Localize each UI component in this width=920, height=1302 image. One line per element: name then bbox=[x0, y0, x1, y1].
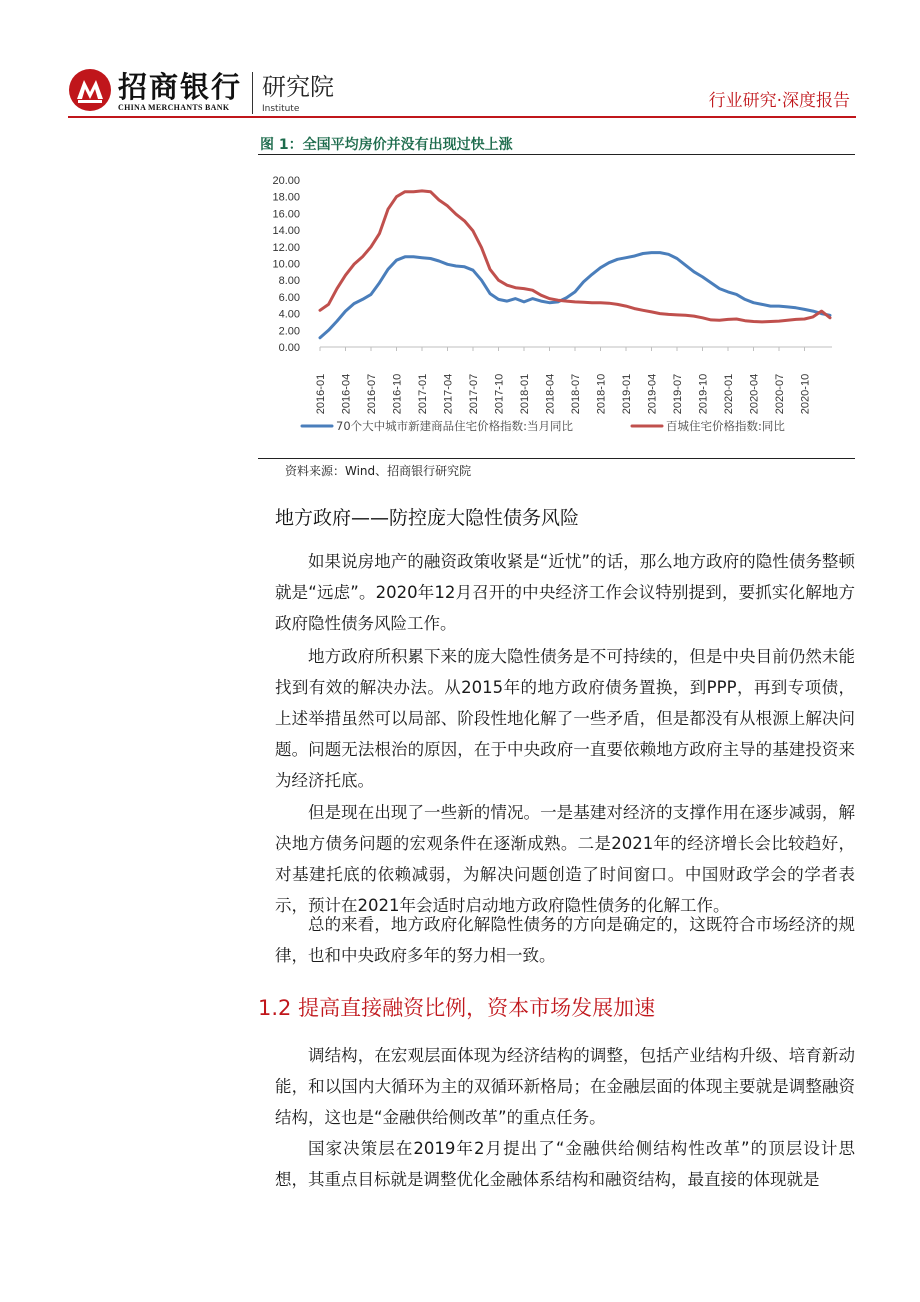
institute-name-cn: 研究院 bbox=[262, 73, 334, 101]
x-tick-label: 2016-04 bbox=[340, 373, 353, 415]
y-tick-label: 6.00 bbox=[278, 291, 300, 304]
series-line-1 bbox=[320, 253, 830, 338]
institute-name-en: Institute bbox=[262, 104, 300, 114]
y-tick-label: 8.00 bbox=[278, 275, 300, 288]
x-tick-label: 2020-04 bbox=[748, 373, 761, 415]
brand-name-en: CHINA MERCHANTS BANK bbox=[118, 103, 230, 112]
x-tick-label: 2019-10 bbox=[697, 373, 710, 415]
x-tick-label: 2020-10 bbox=[799, 373, 812, 415]
figure-source: 资料来源：Wind、招商银行研究院 bbox=[285, 464, 472, 478]
figure-bottom-rule bbox=[258, 458, 855, 459]
x-tick-label: 2018-10 bbox=[595, 373, 608, 415]
paragraph: 但是现在出现了一些新的情况。一是基建对经济的支撑作用在逐步减弱，解决地方债务问题的宏观条件在逐渐成熟。二是2021年的经济增长会比较趋好，对基建托底的依赖减弱，为解决问题创造了时间窗口。中国财政学会的学者表示，预计在2021年会适时启动地方政府隐性债务的化解工作。 bbox=[275, 803, 855, 915]
legend-label-1: 70个大中城市新建商品住宅价格指数:当月同比 bbox=[336, 419, 574, 433]
figure-top-rule bbox=[258, 154, 855, 155]
x-tick-label: 2017-04 bbox=[442, 373, 455, 415]
subheading-local-government: 地方政府——防控庞大隐性债务风险 bbox=[275, 507, 580, 529]
y-tick-label: 14.00 bbox=[272, 225, 300, 238]
x-tick-label: 2018-07 bbox=[570, 373, 582, 415]
x-tick-label: 2018-04 bbox=[544, 373, 557, 415]
y-tick-label: 12.00 bbox=[272, 241, 300, 254]
brand-divider bbox=[252, 72, 253, 114]
section-heading: 1.2 提高直接融资比例，资本市场发展加速 bbox=[258, 996, 656, 1020]
y-tick-label: 20.00 bbox=[272, 175, 300, 187]
brand-name-cn: 招商银行 bbox=[118, 70, 243, 104]
y-tick-label: 2.00 bbox=[278, 325, 300, 338]
y-tick-label: 0.00 bbox=[278, 342, 300, 354]
x-tick-label: 2020-07 bbox=[774, 373, 786, 415]
price-index-line-chart bbox=[258, 156, 855, 456]
y-tick-label: 4.00 bbox=[278, 308, 300, 321]
x-tick-label: 2017-01 bbox=[417, 373, 429, 415]
paragraph: 国家决策层在2019年2月提出了“金融供给侧结构性改革”的顶层设计思想，其重点目标就是调整优化金融体系结构和融资结构，最直接的体现就是 bbox=[275, 1139, 855, 1189]
cmb-logo-icon bbox=[68, 68, 112, 112]
paragraph: 调结构，在宏观层面体现为经济结构的调整，包括产业结构升级、培育新动能，和以国内大循环为主的双循环新格局；在金融层面的体现主要就是调整融资结构，这也是“金融供给侧改革”的重点任务。 bbox=[275, 1046, 855, 1127]
x-tick-label: 2019-01 bbox=[621, 373, 633, 415]
x-tick-label: 2019-04 bbox=[646, 373, 659, 415]
x-tick-label: 2017-10 bbox=[493, 373, 506, 415]
x-tick-label: 2016-07 bbox=[366, 373, 378, 415]
y-tick-label: 16.00 bbox=[272, 208, 300, 221]
report-type-label: 行业研究·深度报告 bbox=[708, 91, 850, 111]
y-tick-label: 10.00 bbox=[272, 258, 300, 271]
paragraph: 地方政府所积累下来的庞大隐性债务是不可持续的，但是中央目前仍然未能找到有效的解决办法。从2015年的地方政府债务置换，到PPP，再到专项债，上述举措虽然可以局部、阶段性地化解了一些矛盾，但是都没有从根源上解决问题。问题无法根治的原因，在于中央政府一直要依赖地方政府主导的基建投资来为经济托底。 bbox=[275, 647, 855, 790]
y-tick-label: 18.00 bbox=[272, 191, 300, 204]
x-tick-label: 2017-07 bbox=[468, 373, 480, 415]
legend-label-2: 百城住宅价格指数:同比 bbox=[666, 419, 785, 433]
paragraph: 总的来看，地方政府化解隐性债务的方向是确定的，这既符合市场经济的规律，也和中央政府多年的努力相一致。 bbox=[275, 915, 855, 965]
paragraph: 如果说房地产的融资政策收紧是“近忧”的话，那么地方政府的隐性债务整顿就是“远虑”。2020年12月召开的中央经济工作会议特别提到，要抓实化解地方政府隐性债务风险工作。 bbox=[275, 552, 855, 633]
x-tick-label: 2019-07 bbox=[672, 373, 684, 415]
x-tick-label: 2016-10 bbox=[391, 373, 404, 415]
x-tick-label: 2016-01 bbox=[315, 373, 327, 415]
x-tick-label: 2018-01 bbox=[519, 373, 531, 415]
figure-title: 图 1：全国平均房价并没有出现过快上涨 bbox=[260, 137, 513, 153]
header-rule bbox=[68, 116, 856, 118]
x-tick-label: 2020-01 bbox=[723, 373, 735, 415]
